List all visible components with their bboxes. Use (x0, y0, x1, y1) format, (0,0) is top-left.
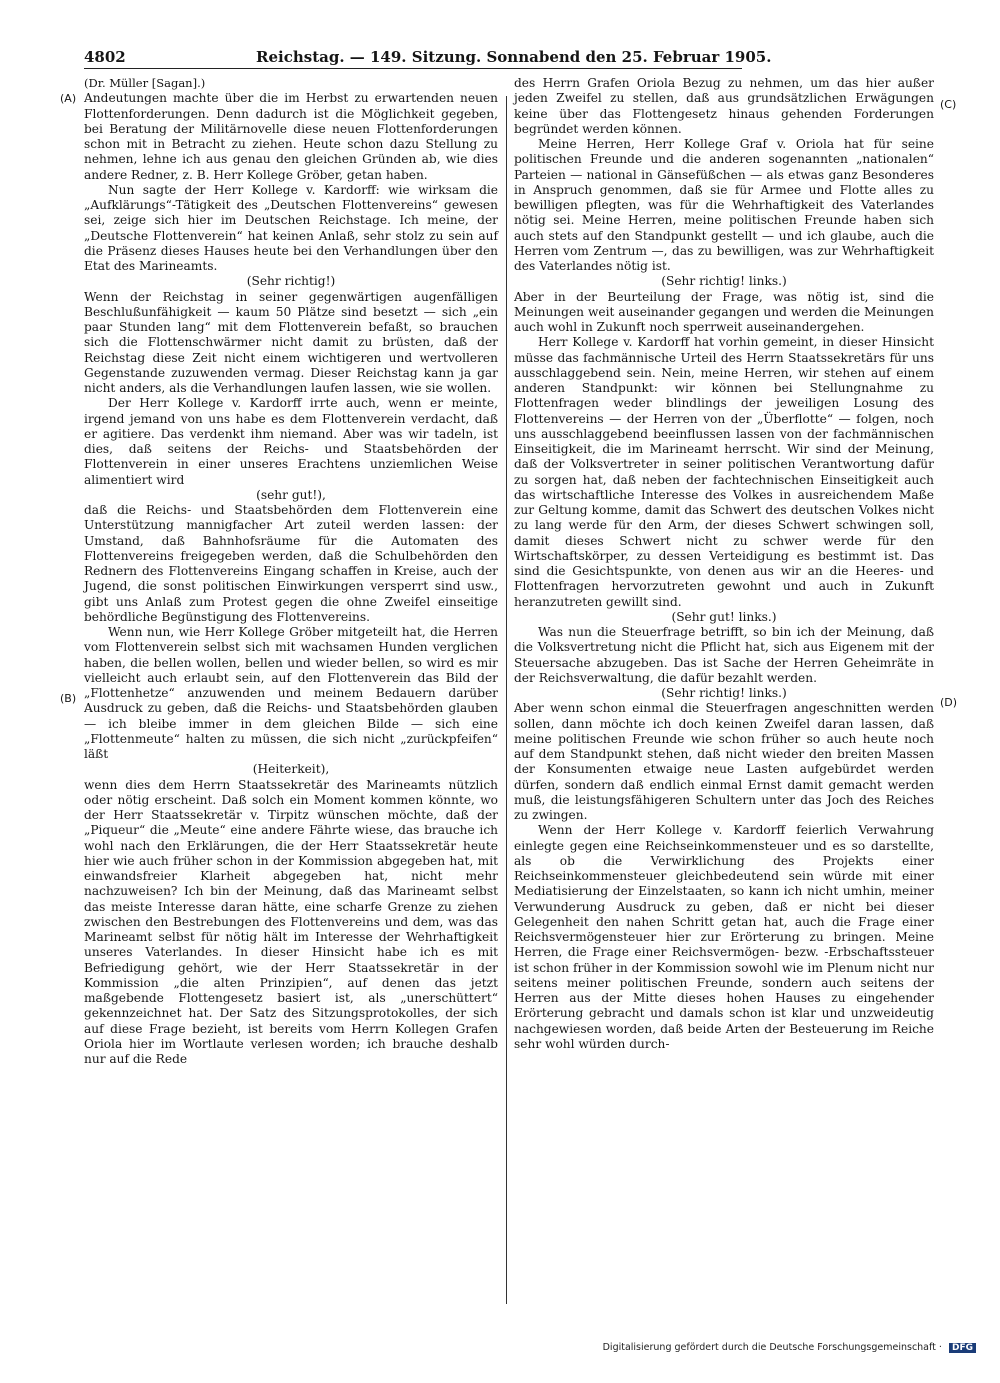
margin-marker-a: (A) (60, 92, 77, 105)
paragraph: Der Herr Kollege v. Kardorff irrte auch, wenn er meinte, irgend jemand von uns habe es dem Flottenverein verdacht, daß er agitiere. Das verdenkt ihm niemand. Aber was wir tadeln, ist dies, daß seitens der Reichs- und Staatsbehörden der Flottenverein in einer unseres Erachtens unziemlichen Weise alimentiert wird (84, 396, 498, 487)
paragraph: Aber wenn schon einmal die Steuerfragen angeschnitten werden sollen, dann möchte ich doch keinen Zweifel daran lassen, daß meine politischen Freunde wie schon früher so auch heute noch auf dem Standpunkt stehen, daß nicht wieder den breiten Massen der Konsumenten etwaige neue Lasten aufgebürdet werden dürfen, sondern daß endlich einmal Ernst damit gemacht werden muß, die leistungsfähigeren Schultern unter das Joch des Reiches zu zwingen. (514, 701, 934, 822)
paragraph: daß die Reichs- und Staatsbehörden dem Flottenverein eine Unterstützung mannigfacher Art zuteil werden lassen: der Umstand, daß Bahnhofsräume für die Automaten des Flottenvereins freigegeben werden, daß die Schulbehörden den Rednern des Flottenvereins Eingang schaffen in Kreise, auch der Jugend, die sonst politischen Einwirkungen versperrt sind usw., gibt uns Anlaß zum Protest gegen die ohne Zweifel einseitige behördliche Begünstigung des Flottenvereins. (84, 503, 498, 624)
page-header (84, 46, 772, 70)
right-column (514, 76, 934, 1052)
paragraph: Nun sagte der Herr Kollege v. Kardorff: wie wirksam die „Aufklärungs“-Tätigkeit des „Deutschen Flottenvereins“ gewesen sei, zeige sich hier im Deutschen Reichstage. Ich meine, der „Deutsche Flottenverein“ hat keinen Anlaß, sehr stolz zu sein auf die Präsenz dieses Hauses heute bei den Verhandlungen über den Etat des Marineamts. (84, 182, 498, 273)
paragraph: Wenn nun, wie Herr Kollege Gröber mitgeteilt hat, die Herren vom Flottenverein selbst sich mit wachsamen Hunden verglichen haben, die bellen wollen, bellen und wieder bellen, so wird es mir vielleicht auch erlaubt sein, auf den Flottenverein das Bild der „Flottenhetze“ anzuwenden und meinem Bedauern darüber Ausdruck zu geben, daß die Reichs- und Staatsbehörden glauben — ich bleibe immer in dem gleichen Bilde — sich eine „Flottenmeute“ halten zu müssen, die sich nicht „zurückpfeifen“ läßt (84, 625, 498, 761)
margin-marker-b: (B) (60, 692, 77, 705)
dfg-logo: DFG (949, 1343, 976, 1353)
paragraph: Meine Herren, Herr Kollege Graf v. Oriola hat für seine politischen Freunde und die anderen sogenannten „nationalen“ Parteien — national in Gänsefüßchen — als etwas ganz Besonderes in Anspruch genommen, daß sie für Armee und Flotte alles zu bewilligen pflegten, was für die Wehrhaftigkeit des Vaterlandes nötig sei. Meine Herren, meine politischen Freunde haben sich auch stets auf den Standpunkt gestellt — und ich glaube, auch die Herren vom Zentrum —, das zu bewilligen, was zur Wehrhaftigkeit des Vaterlandes nötig ist. (514, 137, 934, 273)
interjection: (Sehr richtig! links.) (661, 274, 787, 289)
paragraph: Aber in der Beurteilung der Frage, was nötig ist, sind die Meinungen weit auseinander gegangen und werden die Meinungen auch wohl in Zukunft noch sperrweit auseinandergehen. (514, 289, 934, 334)
interjection: (Heiterkeit), (252, 762, 330, 777)
paragraph: Herr Kollege v. Kardorff hat vorhin gemeint, in dieser Hinsicht müsse das fachmännische Urteil des Herrn Staatssekretärs für uns ausschlaggebend sein. Nein, meine Herren, wir stehen auf einem anderen Standpunkt: wir können bei Stellungnahme zu Flottenfragen weder blindlings der jeweiligen Losung des Flottenvereins — der Herren von der „Überflotte“ — folgen, noch uns ausschlaggebend beeinflussen lassen von der fachmännischen Einseitigkeit, die im Marineamt herrscht. Wir sind der Meinung, daß der Volksvertreter in seiner politischen Verantwortung dafür zu sorgen hat, daß neben der fachtechnischen Einseitigkeit auch das wirtschaftliche Interesse des Volkes in ausreichendem Maße zur Geltung komme, damit das Schwert des deutschen Volkes nicht zu lang werde für den Arm, der dieses Schwert schwingen soll, damit dieses Schwert nicht zu schwer werde für den Wirtschaftskörper, zu dessen Verteidigung es bestimmt ist. Das sind die Gesichtspunkte, von denen aus wir an die Heeres- und Flottenfragen hervorzutreten gewohnt und auch in Zukunft heranzutreten gewillt sind. (514, 335, 934, 609)
paragraph: Andeutungen machte über die im Herbst zu erwartenden neuen Flottenforderungen. Denn dadurch ist die Möglichkeit gegeben, bei Beratung der Militärnovelle diese neuen Flottenforderungen schon mit in Betracht zu ziehen. Heute schon dazu Stellung zu nehmen, lehne ich aus genau den gleichen Gründen ab, wie dies andere Redner, z. B. Herr Kollege Gröber, getan haben. (84, 91, 498, 182)
paragraph: Was nun die Steuerfrage betrifft, so bin ich der Meinung, daß die Volksvertretung nicht die Pflicht hat, sich aus Eigenem mit der Steuersache abzugeben. Das ist Sache der Herren Geheimräte in der Reichsverwaltung, die dafür bezahlt werden. (514, 625, 934, 685)
margin-marker-d: (D) (940, 696, 958, 709)
interjection: (Sehr richtig!) (246, 274, 336, 289)
margin-marker-c: (C) (940, 98, 957, 111)
column-separator (506, 96, 507, 1304)
interjection: (Sehr gut! links.) (671, 609, 777, 624)
header-rule (84, 68, 742, 69)
paragraph: des Herrn Grafen Oriola Bezug zu nehmen, um das hier außer jeden Zweifel zu stellen, daß aus grundsätzlichen Erwägungen keine über das Flottengesetz hinaus gehenden Forderungen begründet werden können. (514, 76, 934, 136)
running-title: Reichstag. — 149. Sitzung. Sonnabend den 25. Februar 1905. (256, 48, 772, 66)
left-column (84, 76, 498, 1067)
interjection: (Sehr richtig! links.) (661, 686, 787, 700)
footer (603, 1342, 976, 1353)
paragraph: wenn dies dem Herrn Staatssekretär des Marineamts nützlich oder nötig erscheint. Daß solch ein Moment kommen könnte, wo der Herr Staatssekretär v. Tirpitz wünschen möchte, daß der „Piqueur“ die „Meute“ eine andere Fährte wiese, das brauche ich wohl nach den Erklärungen, die der Herr Staatssekretär heute hier wie auch früher schon in der Kommission abgegeben hat, mit einwandsfreier Klarheit abgegeben hat, nicht mehr nachzuweisen? Ich bin der Meinung, daß das Marineamt selbst das meiste Interesse daran hätte, eine scharfe Grenze zu ziehen zwischen den Bestrebungen des Flottenvereins und dem, was das Marineamt selbst für nötig hält im Interesse der Wehrhaftigkeit unseres Vaterlandes. In dieser Hinsicht habe ich es mit Befriedigung gehört, wie der Herr Staatssekretär in der Kommission „die alten Prinzipien“, auf denen das jetzt maßgebende Flottengesetz basiert ist, als „unerschüttert“ gekennzeichnet hat. Der Satz des Sitzungsprotokolles, der sich auf diese Frage bezieht, ist bereits vom Herrn Kollegen Grafen Oriola hier im Wortlaute verlesen worden; ich brauche deshalb nur auf die Rede (84, 777, 498, 1066)
paragraph: Wenn der Reichstag in seiner gegenwärtigen augenfälligen Beschlußunfähigkeit — kaum 50 Plätze sind besetzt — sich „ein paar Stunden lang“ mit dem Flottenverein befaßt, so brauchen sich die Flottenschwärmer nicht damit zu brüsten, daß der Reichstag diese Zeit nicht einem wichtigeren und wertvolleren Gegenstande zuzuwenden vermag. Dieser Reichstag kann ja gar nicht anders, als die Verhandlungen laufen lassen, wie sie wollen. (84, 289, 498, 395)
interjection: (sehr gut!), (256, 487, 326, 502)
paragraph: Wenn der Herr Kollege v. Kardorff feierlich Verwahrung einlegte gegen eine Reichseinkommensteuer und es so darstellte, als ob die Verwirklichung des Projekts einer Reichseinkommensteuer gleichbedeutend sein würde mit einer Mediatisierung der Einzelstaaten, so kann ich nicht umhin, meiner Verwunderung Ausdruck zu geben, daß er nicht bei dieser Gelegenheit den nahen Schritt getan hat, auch die Frage einer Reichsvermögensteuer hier zur Erörterung zu bringen. Meine Herren, die Frage einer Reichsvermögen- bezw. -Erbschaftssteuer ist schon früher in der Kommission sowohl wie im Plenum nicht nur seitens meiner politischen Freunde, sondern auch seitens der Herren aus der Mitte dieses hohen Hauses zu eingehender Erörterung gebracht und damals schon ist klar und unzweideutig nachgewiesen worden, daß beide Arten der Besteuerung im Reiche sehr wohl würden durch- (514, 823, 934, 1051)
footer-text: Digitalisierung gefördert durch die Deutsche Forschungsgemeinschaft · (602, 1342, 942, 1353)
page-number: 4802 (84, 48, 126, 66)
speaker-label: (Dr. Müller [Sagan].) (84, 76, 206, 90)
